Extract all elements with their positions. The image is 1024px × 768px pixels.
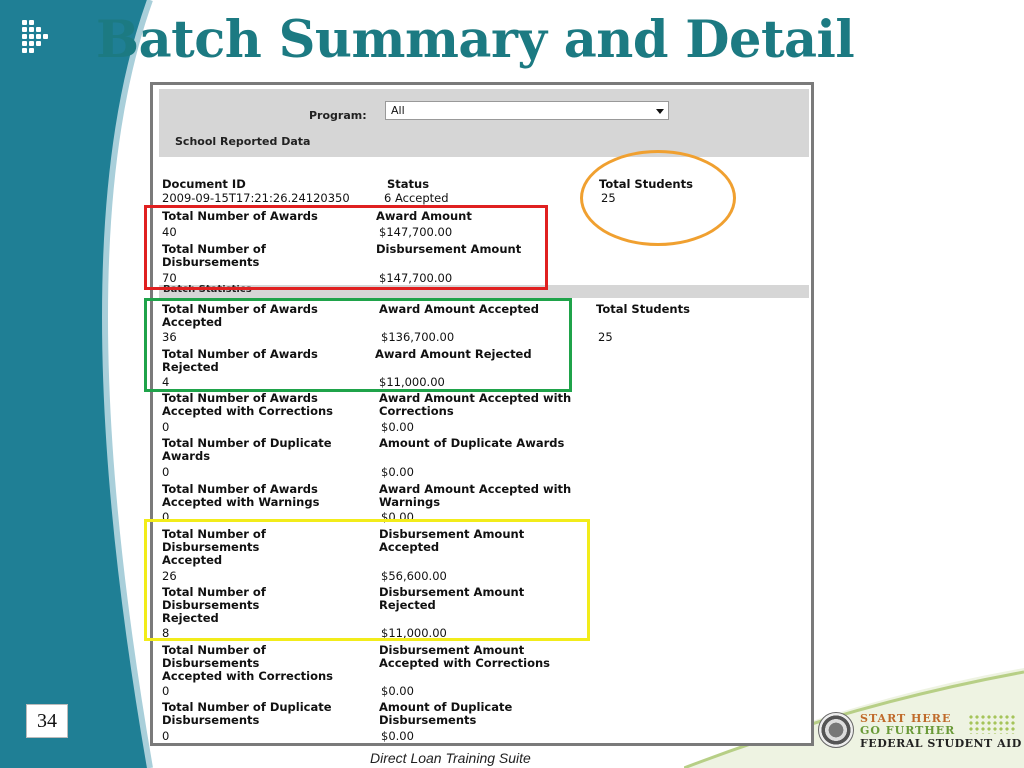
- award-amount-corrections-value: $0.00: [381, 420, 414, 434]
- school-reported-data-label: School Reported Data: [175, 135, 311, 148]
- disbursements-corrections-value: 0: [162, 684, 170, 698]
- dot-pattern-icon: [968, 714, 1016, 734]
- document-id-value: 2009-09-15T17:21:26.24120350: [162, 191, 350, 205]
- duplicate-awards-value: 0: [162, 465, 170, 479]
- program-label: Program:: [309, 109, 367, 122]
- program-select-value: All: [391, 104, 405, 117]
- awards-corrections-label: Total Number of Awards Accepted with Corrections: [162, 391, 334, 418]
- disbursement-amount-accepted-label: Disbursement Amount Accepted: [379, 527, 525, 554]
- disbursements-accepted-label: Total Number of Disbursements Accepted: [162, 527, 266, 567]
- orange-highlight-circle: [580, 150, 736, 246]
- awards-rejected-value: 4: [162, 375, 170, 389]
- arrow-dots-logo-icon: [22, 20, 60, 54]
- page-number: 34: [26, 704, 68, 738]
- batch-statistics-header: Batch Statistics: [159, 285, 809, 298]
- status-label: Status: [387, 177, 430, 191]
- duplicate-disbursements-amount-label: Amount of Duplicate Disbursements: [379, 700, 513, 727]
- disbursements-label: Total Number of Disbursements: [162, 242, 266, 269]
- disbursements-accepted-value: 26: [162, 569, 177, 583]
- duplicate-disbursements-amount-value: $0.00: [381, 729, 414, 743]
- slide-title: Batch Summary and Detail: [96, 10, 855, 70]
- award-amount-corrections-label: Award Amount Accepted with Corrections: [379, 391, 572, 418]
- awards-accepted-value: 36: [162, 330, 177, 344]
- awards-value: 40: [162, 225, 177, 239]
- disbursements-rejected-value: 8: [162, 626, 170, 640]
- disbursement-amount-rejected-value: $11,000.00: [381, 626, 447, 640]
- disbursements-rejected-label: Total Number of Disbursements Rejected: [162, 585, 266, 625]
- awards-warnings-label: Total Number of Awards Accepted with Warnings: [162, 482, 320, 509]
- stats-total-students-label: Total Students: [596, 302, 690, 316]
- yellow-highlight-box: [144, 519, 590, 641]
- awards-label: Total Number of Awards: [162, 209, 318, 223]
- award-amount-accepted-value: $136,700.00: [381, 330, 455, 344]
- filter-header: [159, 89, 809, 157]
- disbursement-amount-label: Disbursement Amount: [376, 242, 522, 256]
- award-amount-value: $147,700.00: [379, 225, 453, 239]
- federal-student-aid-logo: [818, 712, 1022, 752]
- awards-accepted-label: Total Number of Awards Accepted: [162, 302, 318, 329]
- award-amount-warnings-label: Award Amount Accepted with Warnings: [379, 482, 572, 509]
- awards-corrections-value: 0: [162, 420, 170, 434]
- disbursement-amount-corrections-label: Disbursement Amount Accepted with Corrections: [379, 643, 551, 670]
- award-amount-rejected-label: Award Amount Rejected: [375, 347, 532, 361]
- logo-line-fsa: FEDERAL STUDENT AID: [860, 737, 1022, 750]
- duplicate-awards-label: Total Number of Duplicate Awards: [162, 436, 332, 463]
- program-select[interactable]: [385, 101, 669, 120]
- stats-total-students-value: 25: [598, 330, 613, 344]
- chevron-down-icon: [656, 109, 664, 114]
- logo-line-go-further: GO FURTHER: [860, 724, 956, 737]
- disbursement-amount-rejected-label: Disbursement Amount Rejected: [379, 585, 525, 612]
- duplicate-awards-amount-label: Amount of Duplicate Awards: [379, 436, 565, 450]
- total-students-value: 25: [601, 191, 616, 205]
- award-amount-label: Award Amount: [376, 209, 472, 223]
- award-amount-accepted-label: Award Amount Accepted: [379, 302, 539, 316]
- status-value: 6 Accepted: [384, 191, 449, 205]
- green-highlight-box: [144, 298, 572, 392]
- awards-rejected-label: Total Number of Awards Rejected: [162, 347, 318, 374]
- disbursements-value: 70: [162, 271, 177, 285]
- logo-line-start-here: START HERE: [860, 712, 952, 725]
- award-amount-warnings-value: $0.00: [381, 510, 414, 524]
- disbursement-amount-corrections-value: $0.00: [381, 684, 414, 698]
- disbursement-amount-accepted-value: $56,600.00: [381, 569, 447, 583]
- awards-warnings-value: 0: [162, 510, 170, 524]
- duplicate-disbursements-value: 0: [162, 729, 170, 743]
- disbursement-amount-value: $147,700.00: [379, 271, 453, 285]
- duplicate-disbursements-label: Total Number of Duplicate Disbursements: [162, 700, 332, 727]
- document-id-label: Document ID: [162, 177, 246, 191]
- footer-text: Direct Loan Training Suite: [370, 750, 531, 766]
- award-amount-rejected-value: $11,000.00: [379, 375, 445, 389]
- disbursements-corrections-label: Total Number of Disbursements Accepted with Corrections: [162, 643, 334, 683]
- total-students-label: Total Students: [599, 177, 693, 191]
- duplicate-awards-amount-value: $0.00: [381, 465, 414, 479]
- red-highlight-box: [144, 205, 548, 290]
- department-seal-icon: [818, 712, 854, 748]
